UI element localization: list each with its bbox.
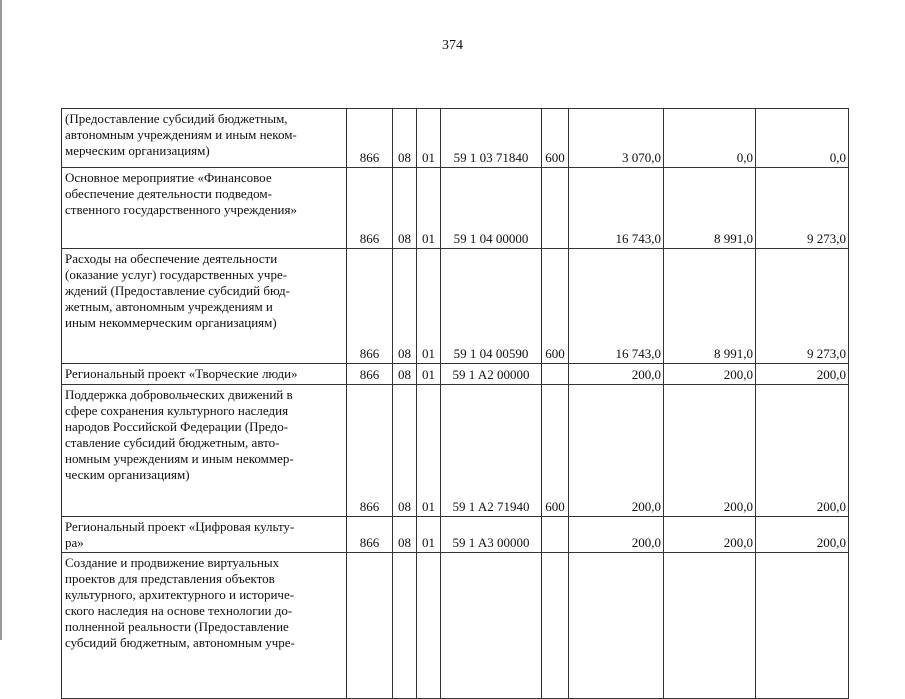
ministry-code: 866 [347,168,393,249]
table-row [62,517,849,553]
table-row [62,168,849,249]
subsection-code: 01 [417,364,441,385]
target-article-code: 59 1 04 00000 [441,168,542,249]
row-name: Создание и продвижение виртуальных проектов для представления объектов культурного, архитектурного и историче- ского наследия на основе технологии до- полненной реальности (Предоставление субсидий бюджетным, автономным учре- [62,553,347,699]
amount-col-1: 200,0 [569,364,664,385]
section-code: 08 [393,364,417,385]
ministry-code: 866 [347,364,393,385]
target-article-code: 59 1 A2 71940 [441,385,542,517]
amount-col-3: 200,0 [756,385,849,517]
subsection-code [417,553,441,699]
row-name: (Предоставление субсидий бюджетным, автономным учреждениям и иным неком- мерческим организациям) [62,109,347,168]
amount-col-2: 200,0 [664,517,756,553]
amount-col-3: 9 273,0 [756,249,849,364]
expense-type-code: 600 [542,385,569,517]
ministry-code: 866 [347,109,393,168]
subsection-code: 01 [417,517,441,553]
amount-col-3: 9 273,0 [756,168,849,249]
expense-type-code: 600 [542,249,569,364]
amount-col-2: 8 991,0 [664,168,756,249]
subsection-code: 01 [417,249,441,364]
budget-table [61,108,849,699]
amount-col-2: 200,0 [664,364,756,385]
amount-col-3: 200,0 [756,517,849,553]
ministry-code: 866 [347,249,393,364]
table-row [62,109,849,168]
target-article-code: 59 1 A2 00000 [441,364,542,385]
page-number: 374 [442,38,463,53]
amount-col-3 [756,553,849,699]
amount-col-2 [664,553,756,699]
section-code [393,553,417,699]
target-article-code: 59 1 04 00590 [441,249,542,364]
ministry-code: 866 [347,517,393,553]
expense-type-code: 600 [542,109,569,168]
amount-col-2: 0,0 [664,109,756,168]
subsection-code: 01 [417,109,441,168]
subsection-code: 01 [417,385,441,517]
amount-col-3: 0,0 [756,109,849,168]
amount-col-1: 3 070,0 [569,109,664,168]
target-article-code [441,553,542,699]
section-code: 08 [393,109,417,168]
amount-col-2: 200,0 [664,385,756,517]
expense-type-code [542,364,569,385]
expense-type-code [542,553,569,699]
expense-type-code [542,168,569,249]
page-edge-line [0,0,2,640]
section-code: 08 [393,385,417,517]
ministry-code: 866 [347,385,393,517]
table-row [62,385,849,517]
amount-col-1: 16 743,0 [569,168,664,249]
section-code: 08 [393,249,417,364]
row-name: Расходы на обеспечение деятельности (оказание услуг) государственных учре- ждений (Предоставление субсидий бюд- жетным, автономным учреждениям и иным некоммерческим организациям) [62,249,347,364]
subsection-code: 01 [417,168,441,249]
amount-col-2: 8 991,0 [664,249,756,364]
expense-type-code [542,517,569,553]
section-code: 08 [393,517,417,553]
table-row [62,364,849,385]
amount-col-1: 200,0 [569,385,664,517]
amount-col-1 [569,553,664,699]
section-code: 08 [393,168,417,249]
ministry-code [347,553,393,699]
amount-col-1: 16 743,0 [569,249,664,364]
amount-col-1: 200,0 [569,517,664,553]
table-row [62,249,849,364]
target-article-code: 59 1 03 71840 [441,109,542,168]
row-name: Поддержка добровольческих движений в сфере сохранения культурного наследия народов Российской Федерации (Предо- ставление субсидий бюджетным, авто- номным учреждениям и иным некоммер- ческим организациям) [62,385,347,517]
amount-col-3: 200,0 [756,364,849,385]
target-article-code: 59 1 A3 00000 [441,517,542,553]
row-name: Региональный проект «Творческие люди» [62,364,347,385]
row-name: Региональный проект «Цифровая культу- ра» [62,517,347,553]
row-name: Основное мероприятие «Финансовое обеспечение деятельности подведом- ственного государственного учреждения» [62,168,347,249]
table-row [62,553,849,699]
